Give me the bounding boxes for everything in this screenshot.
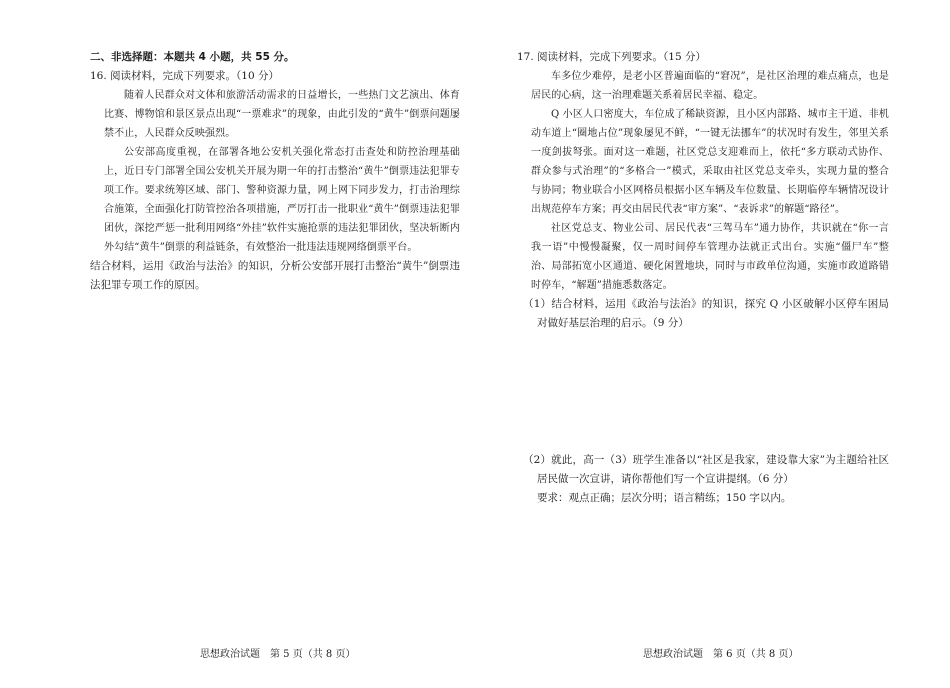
question-17-stem: 17. 阅读材料，完成下列要求。（15 分） (517, 51, 706, 63)
left-column (90, 48, 460, 295)
question-16-material-paragraph-2: 公安部高度重视，在部署各地公安机关强化常态打击查处和防控治理基础上，近日专门部署全国公安机关开展为期一年的打击整治“黄牛”倒票违法犯罪专项工作。要求统筹区域、部门、警种资源力量，网上网下同步发力，打击治理综合施策，全面强化打防管控治各项措施，严厉打击一批职业“黄牛”倒票违法犯罪团伙，深挖严惩一批利用网络“外挂”软件实施抢票的违法犯罪团伙，坚决斩断内外勾结“黄牛”倒票的利益链条，有效整治一批违法违规网络倒票平台。 (104, 147, 460, 253)
right-page (475, 0, 950, 688)
question-16-task: 结合材料，运用《政治与法治》的知识，分析公安部开展打击整治“黄牛”倒票违法犯罪专项工作的原因。 (90, 260, 460, 291)
question-16-material (90, 86, 460, 257)
question-17-material-paragraph-2: Q 小区人口密度大，车位成了稀缺资源，且小区内部路、城市主干道、非机动车道上“圈地占位”现象屡见不鲜，“一键无法挪车”的状况时有发生，邻里关系一度剑拔弩张。面对这一难题，社区党总支迎难而上，依托“多方联动式协作、群众参与式治理”的“多格合一”模式，采取由社区党总支牵头，实现力量的整合与协同；物业联合小区网格员根据小区车辆及车位数量、长期临停车辆情况设计出规范停车方案；再交由居民代表“审方案”、“表诉求”的解题“路径”。 (531, 109, 889, 215)
right-column (517, 48, 889, 508)
question-17-requirement: 要求：观点正确；层次分明；语言精练；150 字以内。 (537, 492, 792, 504)
question-16-material-paragraph-1: 随着人民群众对文体和旅游活动需求的日益增长，一些热门文艺演出、体育比赛、博物馆和景区景点出现“一票难求”的现象，由此引发的“黄牛”倒票问题屡禁不止，人民群众反映强烈。 (104, 90, 460, 139)
question-16-stem: 16. 阅读材料，完成下列要求。（10 分） (90, 70, 279, 82)
answer-space (517, 333, 889, 451)
section-heading: 二、非选择题：本题共 4 小题，共 55 分。 (90, 51, 295, 63)
right-page-footer: 思想政治试题 第 6 页（共 8 页） (643, 649, 799, 660)
question-17-material (517, 67, 889, 295)
question-17-sub-1: （1）结合材料，运用《政治与法治》的知识，探究 Q 小区破解小区停车困局对做好基层治理的启示。（9 分） (523, 298, 889, 329)
question-17-sub-2: （2）就此，高一（3）班学生准备以“社区是我家，建设靠大家”为主题给社区居民做一次宣讲，请你帮他们写一个宣讲提纲。（6 分） (523, 454, 889, 485)
question-17-material-paragraph-3: 社区党总支、物业公司、居民代表“三驾马车”通力协作，共识就在“你一言我一语”中慢慢凝聚，仅一周时间停车管理办法就正式出台。实施“僵尸车”整治、局部拓宽小区通道、硬化闲置地块，同时与市政单位沟通，实施市政道路错时停车，“解题”措施悉数落定。 (531, 223, 889, 291)
left-page-footer: 思想政治试题 第 5 页（共 8 页） (200, 649, 356, 660)
question-17-material-paragraph-1: 车多位少难停，是老小区普遍面临的“窘况”，是社区治理的难点痛点，也是居民的心病，这一治理难题关系着居民幸福、稳定。 (531, 71, 889, 101)
